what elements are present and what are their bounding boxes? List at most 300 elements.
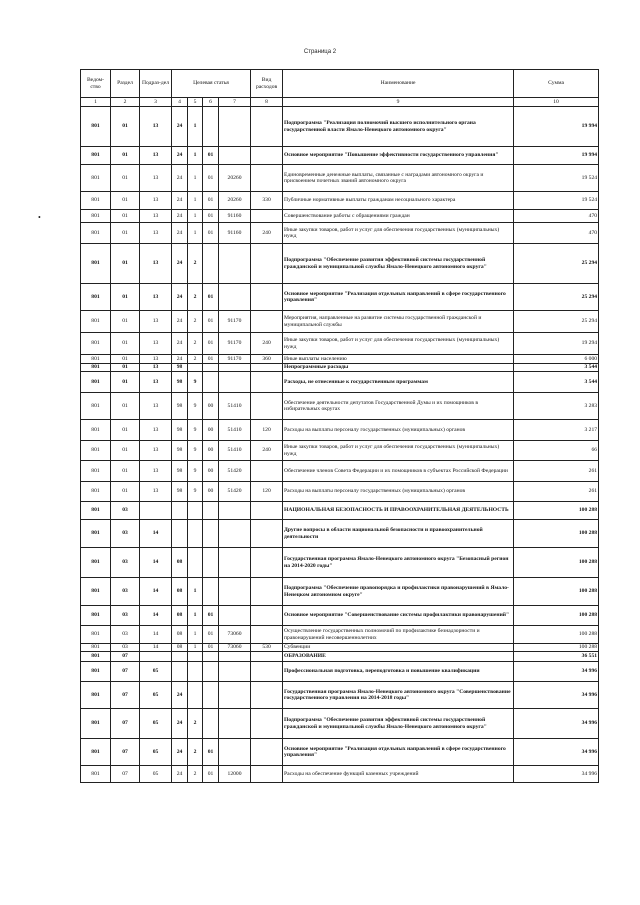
- cell-p: 14: [140, 520, 172, 548]
- cell-p: 13: [140, 107, 172, 147]
- margin-mark: •: [38, 213, 41, 222]
- table-row: [81, 165, 599, 192]
- cell-t4: 91170: [219, 355, 251, 364]
- cell-t3: [203, 107, 219, 147]
- cell-ved: 801: [81, 739, 111, 766]
- cell-name: Непрограммные расходы: [283, 364, 514, 372]
- cell-r: 07: [111, 709, 140, 739]
- cell-t2: 2: [188, 333, 203, 355]
- colnum-cell: 4: [172, 98, 188, 107]
- cell-t2: 1: [188, 210, 203, 223]
- cell-ved: 801: [81, 441, 111, 461]
- cell-t4: 51410: [219, 420, 251, 441]
- table-body: [81, 107, 599, 783]
- cell-vid: [251, 548, 283, 578]
- table-row: [81, 107, 599, 147]
- cell-r: 01: [111, 372, 140, 393]
- cell-t4: [219, 739, 251, 766]
- cell-vid: [251, 626, 283, 644]
- cell-p: 13: [140, 244, 172, 284]
- cell-p: 13: [140, 311, 172, 333]
- cell-ved: 801: [81, 502, 111, 520]
- cell-ved: 801: [81, 520, 111, 548]
- cell-t3: [203, 662, 219, 682]
- cell-t3: 00: [203, 420, 219, 441]
- cell-t4: [219, 709, 251, 739]
- cell-name: Субвенции: [283, 644, 514, 652]
- cell-sum: 19 524: [514, 165, 599, 192]
- table-row: [81, 502, 599, 520]
- header-vid-rashodov: Вид расходов: [251, 70, 283, 98]
- cell-ved: 801: [81, 244, 111, 284]
- cell-t2: 9: [188, 482, 203, 502]
- cell-t2: [188, 652, 203, 662]
- cell-name: Обеспечение членов Совета Федерации и их помощников в субъектах Российской Федерации: [283, 461, 514, 482]
- cell-p: 14: [140, 644, 172, 652]
- header-podrazdel: Подраз-дел: [140, 70, 172, 98]
- cell-sum: 3 283: [514, 393, 599, 420]
- cell-name: Расходы на выплаты персоналу государственных (муниципальных) органов: [283, 482, 514, 502]
- table-row: [81, 739, 599, 766]
- cell-vid: [251, 662, 283, 682]
- table-row: [81, 311, 599, 333]
- cell-sum: 100 288: [514, 606, 599, 626]
- cell-t1: 24: [172, 766, 188, 783]
- cell-ved: 801: [81, 165, 111, 192]
- cell-t3: 00: [203, 441, 219, 461]
- colnum-cell: 10: [514, 98, 599, 107]
- cell-t1: [172, 662, 188, 682]
- cell-ved: 801: [81, 192, 111, 210]
- cell-t2: 1: [188, 192, 203, 210]
- cell-vid: [251, 766, 283, 783]
- cell-r: 01: [111, 420, 140, 441]
- header-ved: Ведом-ство: [81, 70, 111, 98]
- cell-t3: [203, 578, 219, 606]
- cell-p: 13: [140, 441, 172, 461]
- cell-r: 01: [111, 284, 140, 311]
- cell-ved: 801: [81, 355, 111, 364]
- cell-vid: 240: [251, 441, 283, 461]
- cell-p: [140, 502, 172, 520]
- cell-t3: 01: [203, 192, 219, 210]
- cell-t4: 91170: [219, 333, 251, 355]
- cell-t1: 24: [172, 284, 188, 311]
- table-row: [81, 766, 599, 783]
- cell-r: 03: [111, 548, 140, 578]
- cell-t2: [188, 502, 203, 520]
- cell-p: 13: [140, 372, 172, 393]
- cell-r: 07: [111, 652, 140, 662]
- cell-t4: 91170: [219, 311, 251, 333]
- cell-t1: 08: [172, 644, 188, 652]
- cell-p: 13: [140, 333, 172, 355]
- cell-t1: [172, 502, 188, 520]
- cell-ved: 801: [81, 284, 111, 311]
- cell-r: 01: [111, 210, 140, 223]
- cell-name: Иные закупки товаров, работ и услуг для обеспечения государственных (муниципальных) нужд: [283, 333, 514, 355]
- table-row: [81, 626, 599, 644]
- cell-t2: 2: [188, 739, 203, 766]
- table-row: [81, 662, 599, 682]
- cell-t4: [219, 652, 251, 662]
- cell-vid: 240: [251, 223, 283, 244]
- cell-t2: 2: [188, 311, 203, 333]
- table-row: [81, 652, 599, 662]
- cell-t4: [219, 520, 251, 548]
- cell-sum: 100 288: [514, 626, 599, 644]
- cell-name: Единовременные денежные выплаты, связанные с наградами автономного округа и присвоением почетных званий автономного округа: [283, 165, 514, 192]
- cell-vid: [251, 393, 283, 420]
- cell-t2: 2: [188, 244, 203, 284]
- cell-name: Основное мероприятие "Реализация отдельных направлений в сфере государственного управления": [283, 284, 514, 311]
- cell-t3: [203, 364, 219, 372]
- header-tselevaya-statya: Целевая статья: [172, 70, 251, 98]
- cell-name: Подпрограмма "Обеспечение развития эффективной системы государственной гражданской и муниципальной службы Ямало-Ненецкого автономного округа": [283, 709, 514, 739]
- cell-sum: 34 996: [514, 682, 599, 709]
- cell-r: 01: [111, 482, 140, 502]
- cell-name: Подпрограмма "Реализация полномочий высшего исполнительного органа государственной власти Ямало-Ненецкого автономного округа": [283, 107, 514, 147]
- cell-t3: 01: [203, 284, 219, 311]
- cell-vid: [251, 578, 283, 606]
- cell-r: 03: [111, 644, 140, 652]
- table-row: [81, 355, 599, 364]
- cell-t4: 51410: [219, 393, 251, 420]
- cell-p: 13: [140, 482, 172, 502]
- cell-sum: 36 551: [514, 652, 599, 662]
- cell-t4: 51420: [219, 482, 251, 502]
- table-row: [81, 644, 599, 652]
- cell-sum: 100 288: [514, 502, 599, 520]
- cell-vid: 360: [251, 355, 283, 364]
- cell-t2: 1: [188, 223, 203, 244]
- cell-ved: 801: [81, 626, 111, 644]
- cell-name: Государственная программа Ямало-Ненецкого автономного округа "Совершенствование государственного управления на 2014-2018 годы": [283, 682, 514, 709]
- cell-ved: 801: [81, 652, 111, 662]
- cell-t3: [203, 244, 219, 284]
- table-row: [81, 210, 599, 223]
- cell-t4: 91160: [219, 223, 251, 244]
- cell-t3: 01: [203, 626, 219, 644]
- cell-ved: 801: [81, 420, 111, 441]
- cell-p: 13: [140, 284, 172, 311]
- cell-name: Подпрограмма "Обеспечение правопорядка и профилактики правонарушений в Ямало-Ненецком автономном округе": [283, 578, 514, 606]
- cell-p: 13: [140, 223, 172, 244]
- colnum-cell: 3: [140, 98, 172, 107]
- cell-p: 05: [140, 739, 172, 766]
- table-row: [81, 420, 599, 441]
- cell-t4: [219, 107, 251, 147]
- cell-p: 05: [140, 766, 172, 783]
- cell-vid: [251, 284, 283, 311]
- cell-name: Обеспечение деятельности депутатов Государственной Думы и их помощников в избирательных округах: [283, 393, 514, 420]
- cell-t3: 01: [203, 355, 219, 364]
- cell-sum: 34 996: [514, 739, 599, 766]
- cell-t1: 24: [172, 192, 188, 210]
- colnum-cell: 9: [283, 98, 514, 107]
- cell-p: 13: [140, 461, 172, 482]
- cell-ved: 801: [81, 393, 111, 420]
- cell-sum: 25 294: [514, 311, 599, 333]
- cell-ved: 801: [81, 372, 111, 393]
- header-razdel: Раздел: [111, 70, 140, 98]
- table-row: [81, 223, 599, 244]
- cell-r: 03: [111, 578, 140, 606]
- cell-r: 01: [111, 223, 140, 244]
- cell-name: Осуществление государственных полномочий по профилактике безнадзорности и правонарушений несовершеннолетних: [283, 626, 514, 644]
- cell-t3: [203, 709, 219, 739]
- cell-t1: 24: [172, 107, 188, 147]
- cell-name: Мероприятия, направленные на развитие системы государственной гражданской и муниципальной службы: [283, 311, 514, 333]
- cell-t3: 01: [203, 311, 219, 333]
- cell-vid: [251, 107, 283, 147]
- cell-t1: 98: [172, 482, 188, 502]
- cell-name: Расходы на выплаты персоналу государственных (муниципальных) органов: [283, 420, 514, 441]
- cell-r: 07: [111, 739, 140, 766]
- cell-name: Основное мероприятие "Совершенствование системы профилактики правонарушений": [283, 606, 514, 626]
- cell-sum: 470: [514, 223, 599, 244]
- cell-name: Основное мероприятие "Повышение эффективности государственного управления": [283, 147, 514, 165]
- cell-t2: 9: [188, 372, 203, 393]
- cell-sum: 100 288: [514, 548, 599, 578]
- cell-p: 13: [140, 420, 172, 441]
- cell-p: 13: [140, 210, 172, 223]
- table-row: [81, 578, 599, 606]
- cell-p: 14: [140, 606, 172, 626]
- cell-t4: [219, 147, 251, 165]
- cell-p: 05: [140, 662, 172, 682]
- cell-t4: 20260: [219, 165, 251, 192]
- cell-r: 01: [111, 311, 140, 333]
- cell-t3: 00: [203, 482, 219, 502]
- cell-p: 05: [140, 709, 172, 739]
- cell-t2: 2: [188, 355, 203, 364]
- cell-t3: [203, 682, 219, 709]
- cell-sum: 470: [514, 210, 599, 223]
- cell-t2: [188, 520, 203, 548]
- cell-p: 14: [140, 626, 172, 644]
- cell-p: 13: [140, 364, 172, 372]
- cell-t3: 01: [203, 606, 219, 626]
- cell-sum: 34 996: [514, 662, 599, 682]
- cell-t4: [219, 364, 251, 372]
- cell-name: НАЦИОНАЛЬНАЯ БЕЗОПАСНОСТЬ И ПРАВООХРАНИТЕЛЬНАЯ ДЕЯТЕЛЬНОСТЬ: [283, 502, 514, 520]
- cell-ved: 801: [81, 210, 111, 223]
- cell-r: 01: [111, 107, 140, 147]
- budget-table: [80, 69, 599, 783]
- cell-t2: 1: [188, 644, 203, 652]
- cell-vid: [251, 147, 283, 165]
- colnum-cell: 6: [203, 98, 219, 107]
- cell-t1: 24: [172, 355, 188, 364]
- cell-name: Расходы, не отнесенные к государственным программам: [283, 372, 514, 393]
- cell-name: Иные закупки товаров, работ и услуг для обеспечения государственных (муниципальных) нужд: [283, 441, 514, 461]
- cell-t1: 24: [172, 682, 188, 709]
- cell-r: 01: [111, 244, 140, 284]
- cell-ved: 801: [81, 682, 111, 709]
- cell-t2: 1: [188, 107, 203, 147]
- cell-t3: 01: [203, 739, 219, 766]
- cell-t4: [219, 662, 251, 682]
- cell-r: 01: [111, 165, 140, 192]
- cell-r: 03: [111, 520, 140, 548]
- cell-vid: [251, 682, 283, 709]
- table-row: [81, 147, 599, 165]
- cell-sum: 19 294: [514, 333, 599, 355]
- cell-r: 07: [111, 662, 140, 682]
- cell-t4: [219, 548, 251, 578]
- table-row: [81, 441, 599, 461]
- cell-sum: 100 288: [514, 578, 599, 606]
- cell-t3: [203, 502, 219, 520]
- cell-t2: 1: [188, 147, 203, 165]
- cell-t1: 24: [172, 311, 188, 333]
- cell-name: Расходы на обеспечение функций казенных учреждений: [283, 766, 514, 783]
- cell-t1: 08: [172, 606, 188, 626]
- cell-t3: 01: [203, 223, 219, 244]
- cell-t1: 98: [172, 461, 188, 482]
- cell-sum: 25 294: [514, 284, 599, 311]
- cell-t4: [219, 578, 251, 606]
- cell-t4: [219, 606, 251, 626]
- cell-t4: [219, 372, 251, 393]
- cell-t4: 51410: [219, 441, 251, 461]
- cell-r: 01: [111, 364, 140, 372]
- header-summa: Сумма: [514, 70, 599, 98]
- cell-ved: 801: [81, 578, 111, 606]
- cell-r: 01: [111, 333, 140, 355]
- cell-t1: 24: [172, 210, 188, 223]
- cell-ved: 801: [81, 107, 111, 147]
- cell-ved: 801: [81, 766, 111, 783]
- cell-t3: [203, 520, 219, 548]
- cell-vid: [251, 520, 283, 548]
- cell-t2: 9: [188, 420, 203, 441]
- cell-vid: [251, 364, 283, 372]
- cell-vid: [251, 210, 283, 223]
- cell-name: Совершенствование работы с обращениями граждан: [283, 210, 514, 223]
- cell-t4: 51420: [219, 461, 251, 482]
- cell-name: Профессиональная подготовка, переподготовка и повышение квалификации: [283, 662, 514, 682]
- cell-t1: 24: [172, 739, 188, 766]
- cell-t4: 12000: [219, 766, 251, 783]
- cell-t3: 00: [203, 393, 219, 420]
- cell-vid: [251, 606, 283, 626]
- cell-t3: 01: [203, 210, 219, 223]
- cell-sum: 261: [514, 482, 599, 502]
- cell-t2: [188, 364, 203, 372]
- cell-t1: 98: [172, 393, 188, 420]
- cell-sum: 34 996: [514, 709, 599, 739]
- cell-sum: 100 288: [514, 644, 599, 652]
- cell-t2: [188, 662, 203, 682]
- cell-t2: 1: [188, 165, 203, 192]
- cell-ved: 801: [81, 548, 111, 578]
- cell-vid: [251, 165, 283, 192]
- cell-vid: 330: [251, 192, 283, 210]
- cell-t2: 2: [188, 709, 203, 739]
- cell-t2: 1: [188, 578, 203, 606]
- cell-r: 03: [111, 626, 140, 644]
- cell-t1: [172, 652, 188, 662]
- cell-t2: 2: [188, 766, 203, 783]
- cell-t4: 73060: [219, 644, 251, 652]
- cell-sum: 34 996: [514, 766, 599, 783]
- table-row: [81, 284, 599, 311]
- cell-ved: 801: [81, 223, 111, 244]
- cell-name: Иные закупки товаров, работ и услуг для обеспечения государственных (муниципальных) нужд: [283, 223, 514, 244]
- cell-t2: 9: [188, 393, 203, 420]
- cell-t1: 08: [172, 626, 188, 644]
- table-row: [81, 606, 599, 626]
- cell-vid: [251, 244, 283, 284]
- colnum-cell: 1: [81, 98, 111, 107]
- table-row: [81, 548, 599, 578]
- cell-t1: 98: [172, 441, 188, 461]
- cell-ved: 801: [81, 461, 111, 482]
- table-row: [81, 709, 599, 739]
- cell-sum: 3 544: [514, 364, 599, 372]
- cell-p: 13: [140, 192, 172, 210]
- column-number-row: [81, 98, 599, 107]
- cell-name: Основное мероприятие "Реализация отдельных направлений в сфере государственного управления": [283, 739, 514, 766]
- cell-r: 01: [111, 393, 140, 420]
- cell-ved: 801: [81, 709, 111, 739]
- cell-t3: 01: [203, 165, 219, 192]
- cell-vid: [251, 652, 283, 662]
- cell-r: 07: [111, 766, 140, 783]
- cell-t2: 9: [188, 461, 203, 482]
- cell-sum: 3 544: [514, 372, 599, 393]
- cell-r: 01: [111, 147, 140, 165]
- table-row: [81, 520, 599, 548]
- cell-ved: 801: [81, 662, 111, 682]
- cell-sum: 6 000: [514, 355, 599, 364]
- cell-t1: 24: [172, 709, 188, 739]
- cell-p: 13: [140, 355, 172, 364]
- cell-ved: 801: [81, 606, 111, 626]
- cell-vid: [251, 311, 283, 333]
- cell-t2: 2: [188, 284, 203, 311]
- cell-ved: 801: [81, 482, 111, 502]
- cell-ved: 801: [81, 333, 111, 355]
- cell-p: 13: [140, 165, 172, 192]
- table-row: [81, 482, 599, 502]
- cell-p: 13: [140, 393, 172, 420]
- cell-t1: 24: [172, 147, 188, 165]
- colnum-cell: 7: [219, 98, 251, 107]
- cell-sum: 3 217: [514, 420, 599, 441]
- cell-ved: 801: [81, 644, 111, 652]
- cell-sum: 19 994: [514, 107, 599, 147]
- cell-t1: 24: [172, 223, 188, 244]
- cell-t4: [219, 682, 251, 709]
- cell-name: ОБРАЗОВАНИЕ: [283, 652, 514, 662]
- cell-vid: 530: [251, 644, 283, 652]
- table-row: [81, 461, 599, 482]
- cell-t3: 01: [203, 644, 219, 652]
- cell-vid: 120: [251, 482, 283, 502]
- cell-t1: 24: [172, 244, 188, 284]
- cell-t2: 1: [188, 606, 203, 626]
- cell-t2: [188, 682, 203, 709]
- table-row: [81, 192, 599, 210]
- table-row: [81, 244, 599, 284]
- cell-p: 05: [140, 682, 172, 709]
- cell-t1: [172, 520, 188, 548]
- cell-t3: 01: [203, 147, 219, 165]
- cell-t4: [219, 502, 251, 520]
